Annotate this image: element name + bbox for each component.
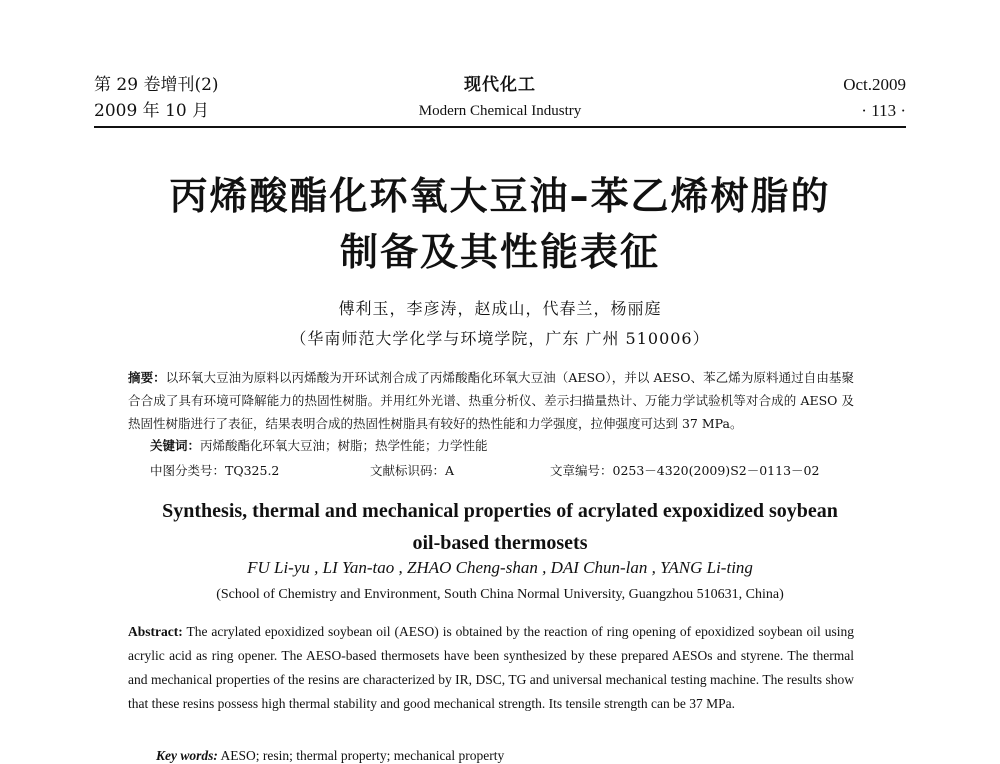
- journal-title-cn: 现代化工: [464, 75, 536, 95]
- keywords-en-text: AESO; resin; thermal property; mechanical property: [217, 748, 505, 763]
- clc-number: 中图分类号：TQ325.2: [150, 463, 280, 478]
- journal-title-en: Modern Chemical Industry: [418, 103, 582, 119]
- date-page: [843, 72, 906, 124]
- abstract-en: [128, 620, 854, 716]
- keywords-en-label: Key words:: [156, 748, 218, 763]
- authors-cn: 傅利玉，李彦涛，赵成山，代春兰，杨丽庭: [338, 299, 662, 318]
- journal-title: [66, 72, 934, 124]
- title-cn-line2: 制备及其性能表征: [339, 230, 660, 274]
- issue-date: 2009 年 10 月: [94, 101, 210, 121]
- abstract-en-label: Abstract:: [128, 624, 183, 639]
- keywords-en: [156, 748, 504, 764]
- page-header: [66, 60, 934, 130]
- authors-en: FU Li-yu , LI Yan-tao , ZHAO Cheng-shan , DAI Chun-lan , YANG Li-ting: [247, 558, 753, 577]
- abstract-en-text: The acrylated epoxidized soybean oil (AESO) is obtained by the reaction of ring opening of epoxidized soybean oil using acrylic acid as ring opener. The AESO-based thermosets have been synthesized by these prepared AESOs and styrene. The thermal and mechanical properties of the resins are characterized by IR, DSC, TG and universal mechanical testing machine. The results show that these resins possess high thermal stability and good mechanical strength. Its tensile strength can be 37 MPa.: [128, 624, 854, 711]
- volume-issue: 第 29 卷增刊(2): [94, 75, 219, 95]
- page-number: · 113 ·: [861, 101, 906, 120]
- title-en-line2: oil-based thermosets: [412, 532, 588, 554]
- title-en-line1: Synthesis, thermal and mechanical properties of acrylated expoxidized soybean: [162, 500, 838, 522]
- document-code: 文献标识码：A: [370, 463, 455, 478]
- article-number: 文章编号：0253－4320(2009)S2－0113－02: [550, 463, 820, 478]
- title-cn-line1: 丙烯酸酯化环氧大豆油–苯乙烯树脂的: [169, 174, 831, 218]
- affiliation-en: (School of Chemistry and Environment, South China Normal University, Guangzhou 510631, China): [216, 587, 784, 602]
- title-cn: [0, 168, 1000, 280]
- keywords-cn: [150, 436, 488, 454]
- keywords-cn-text: 丙烯酸酯化环氧大豆油；树脂；热学性能；力学性能: [200, 438, 488, 453]
- affiliation-cn: （华南师范大学化学与环境学院，广东 广州 510006）: [290, 329, 710, 348]
- abstract-cn: [128, 366, 854, 435]
- abstract-cn-text: 以环氧大豆油为原料以丙烯酸为开环试剂合成了丙烯酸酯化环氧大豆油（AESO），并以 AESO、苯乙烯为原料通过自由基聚合合成了具有环境可降解能力的热固性树脂。并用红外光谱、热重分析仪、差示扫描量热计、万能力学试验机等对合成的 AESO 及热固性树脂进行了表征，结果表明合成的热固性树脂具有较好的热性能和力学强度，拉伸强度可达到 37 MPa。: [128, 370, 854, 431]
- header-divider: [94, 126, 906, 128]
- publication-date: Oct.2009: [843, 75, 906, 94]
- keywords-cn-label: 关键词：: [150, 438, 201, 453]
- abstract-cn-label: 摘要：: [128, 370, 166, 385]
- title-en: [0, 495, 1000, 559]
